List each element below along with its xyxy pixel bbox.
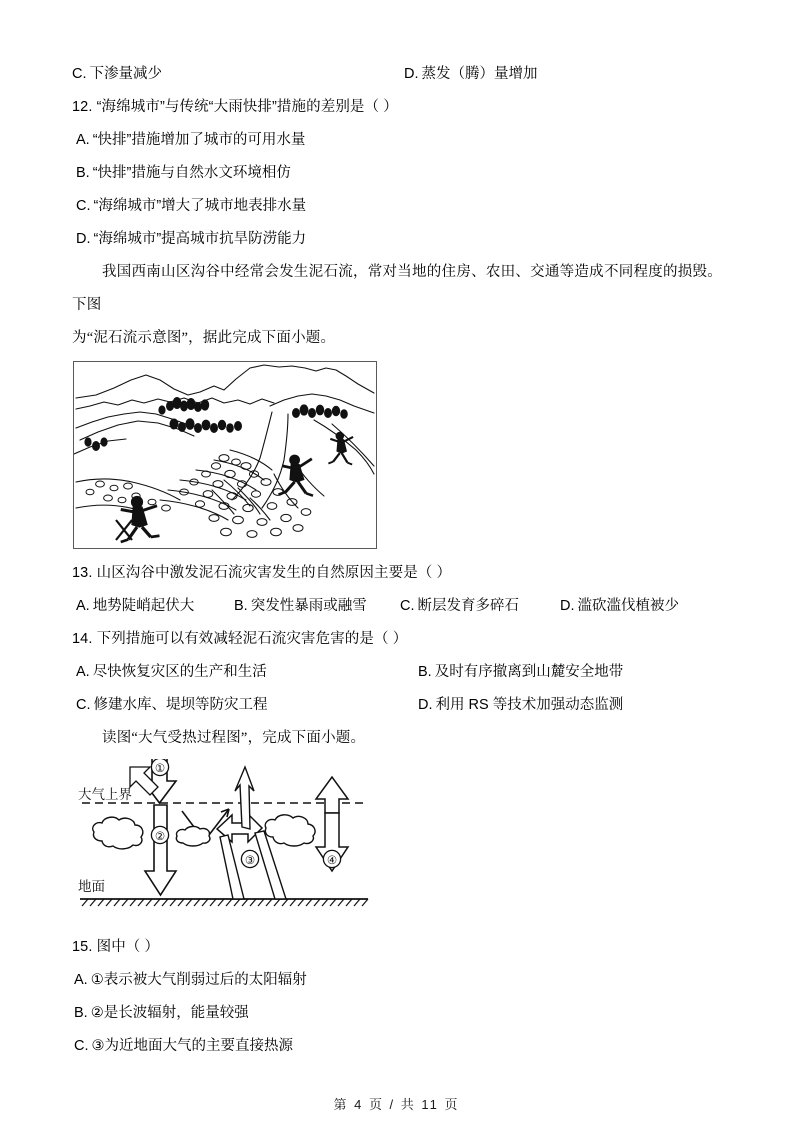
question-15-option-a bbox=[72, 964, 722, 997]
figure-debris-flow bbox=[73, 361, 377, 549]
option-a bbox=[74, 964, 307, 997]
passage-1-line-1: 我国西南山区沟谷中经常会发生泥石流，常对当地的住房、农田、交通等造成不同程度的损毁。下图 bbox=[72, 264, 722, 313]
question-12-stem bbox=[72, 91, 722, 124]
figure-atmosphere-wrap bbox=[72, 759, 722, 931]
page-footer: 第 4 页 / 共 11 页 bbox=[333, 1097, 460, 1112]
option-b bbox=[76, 157, 291, 190]
option-text: 地势陡峭起伏大 bbox=[92, 598, 195, 614]
option-label: D. bbox=[418, 697, 433, 713]
option-text: ②是长波辐射，能量较强 bbox=[90, 1005, 249, 1021]
option-text: 修建水库、堤坝等防灾工程 bbox=[93, 697, 268, 713]
question-number: 15. bbox=[72, 939, 93, 955]
atmosphere-heating-svg bbox=[72, 759, 372, 924]
question-14-options-row-1 bbox=[72, 656, 722, 689]
option-label: D. bbox=[560, 598, 575, 614]
option-label: A. bbox=[74, 972, 88, 988]
option-d bbox=[76, 223, 306, 256]
option-text: ①表示被大气削弱过后的太阳辐射 bbox=[90, 972, 307, 988]
option-text: “海绵城市”提高城市抗旱防涝能力 bbox=[93, 231, 307, 247]
option-text: 滥砍滥伐植被少 bbox=[577, 598, 679, 614]
option-c bbox=[72, 58, 162, 91]
question-text: 下列措施可以有效减轻泥石流灾害危害的是（ ） bbox=[96, 631, 408, 647]
option-c bbox=[400, 590, 519, 623]
question-13-stem bbox=[72, 557, 722, 590]
arrow-3-label: ③ bbox=[244, 855, 256, 867]
question-13-options-row bbox=[72, 590, 722, 623]
option-text: 突发性暴雨或融雪 bbox=[250, 598, 367, 614]
page-content bbox=[72, 58, 722, 1063]
option-label: B. bbox=[74, 1005, 88, 1021]
option-c bbox=[74, 1030, 293, 1063]
option-label: D. bbox=[76, 231, 91, 247]
cloud-middle bbox=[176, 826, 210, 846]
debris-flow-illustration-svg bbox=[74, 362, 376, 548]
label-ground: 地面 bbox=[78, 879, 105, 894]
figure-atmosphere-heating bbox=[72, 759, 372, 924]
question-number: 14. bbox=[72, 631, 93, 647]
option-label: B. bbox=[418, 664, 432, 680]
option-a bbox=[76, 656, 267, 689]
question-12-option-b bbox=[72, 157, 722, 190]
question-number: 13. bbox=[72, 565, 93, 581]
option-text: 及时有序撤离到山麓安全地带 bbox=[434, 664, 624, 680]
option-text: “海绵城市”增大了城市地表排水量 bbox=[93, 198, 307, 214]
option-label: A. bbox=[76, 132, 90, 148]
arrow-1-label: ① bbox=[154, 763, 166, 775]
option-label: C. bbox=[72, 66, 87, 82]
option-text: ③为近地面大气的主要直接热源 bbox=[91, 1038, 293, 1054]
option-text: 下渗量减少 bbox=[89, 66, 162, 82]
option-d bbox=[404, 58, 538, 91]
option-a bbox=[76, 590, 194, 623]
option-label: C. bbox=[76, 697, 91, 713]
question-text: 图中（ ） bbox=[96, 939, 160, 955]
label-top-of-atmosphere: 大气上界 bbox=[78, 787, 132, 802]
arrow-2-label: ② bbox=[154, 831, 166, 843]
question-12-option-a bbox=[72, 124, 722, 157]
question-12-option-d bbox=[72, 223, 722, 256]
option-c bbox=[76, 689, 268, 722]
option-text: 蒸发（腾）量增加 bbox=[421, 66, 538, 82]
question-15-option-b bbox=[72, 997, 722, 1030]
question-text: “海绵城市”与传统“大雨快排”措施的差别是（ ） bbox=[96, 99, 398, 115]
question-14-stem bbox=[72, 623, 722, 656]
question-12-option-c bbox=[72, 190, 722, 223]
option-a bbox=[76, 124, 305, 157]
arrow-4-label: ④ bbox=[326, 855, 338, 867]
question-15-option-c bbox=[72, 1030, 722, 1063]
option-text: “快排”措施与自然水文环境相仿 bbox=[92, 165, 291, 181]
question-number: 12. bbox=[72, 99, 93, 115]
option-b bbox=[234, 590, 367, 623]
option-label: C. bbox=[76, 198, 91, 214]
passage-1-line-2: 为“泥石流示意图”，据此完成下面小题。 bbox=[72, 330, 336, 346]
option-d bbox=[418, 689, 623, 722]
option-label: A. bbox=[76, 598, 90, 614]
question-text: 山区沟谷中激发泥石流灾害发生的自然原因主要是（ ） bbox=[96, 565, 452, 581]
option-text: “快排”措施增加了城市的可用水量 bbox=[92, 132, 306, 148]
option-b bbox=[74, 997, 249, 1030]
option-b bbox=[418, 656, 623, 689]
option-label: B. bbox=[76, 165, 90, 181]
question-15-stem bbox=[72, 931, 722, 964]
question-11-options-row bbox=[72, 58, 722, 91]
option-c bbox=[76, 190, 306, 223]
passage-2-line-1: 读图“大气受热过程图”，完成下面小题。 bbox=[102, 730, 366, 746]
question-14-options-row-2 bbox=[72, 689, 722, 722]
option-label: C. bbox=[74, 1038, 89, 1054]
option-text: 尽快恢复灾区的生产和生活 bbox=[92, 664, 267, 680]
figure-debris-flow-wrap bbox=[72, 361, 722, 557]
option-label: A. bbox=[76, 664, 90, 680]
option-d bbox=[560, 590, 679, 623]
option-label: B. bbox=[234, 598, 248, 614]
option-label: C. bbox=[400, 598, 415, 614]
option-text: 利用 RS 等技术加强动态监测 bbox=[435, 697, 624, 713]
option-label: D. bbox=[404, 66, 419, 82]
option-text: 断层发育多碎石 bbox=[417, 598, 519, 614]
